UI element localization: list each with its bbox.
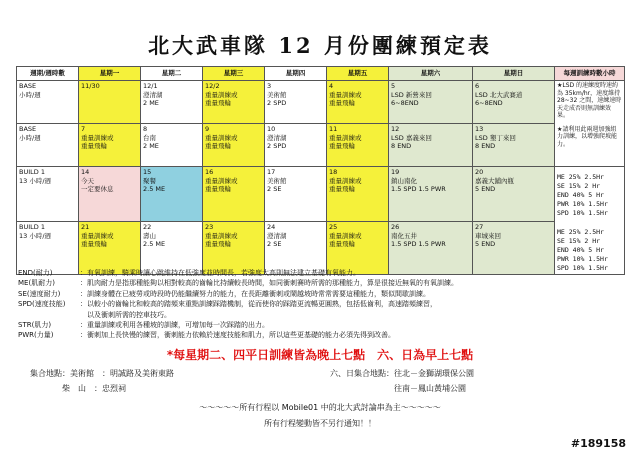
day-cell: 11/30 bbox=[79, 81, 141, 124]
day-cell-rest: 14 今天 一定要休息 bbox=[79, 167, 141, 222]
day-cell: 25 重量訓練或 重量飛輪 bbox=[327, 222, 389, 275]
day-cell: 5 LSD 新營來回 6~8END bbox=[389, 81, 473, 124]
day-cell: 16 重量訓練或 重量飛輪 bbox=[203, 167, 265, 222]
day-cell: 4 重量訓練或 重量飛輪 bbox=[327, 81, 389, 124]
week-row-1 bbox=[17, 81, 625, 124]
side-note-upper: ★LSD 的速練度時速約為 35km/hr，速度維持 28~32 之間，速練速時天走成否則無訓練效果。 ★請利用此兩週加強組力訓練，以增強爬坡能力。 bbox=[555, 81, 625, 167]
definitions: END(耐力) ：有氧訓練，騎乘時讓心跳維持在低強度並時間長，若強度太高則無法建立基礎有氧能力。 ME(肌耐力) ：肌肉耐力是指那種能夠以相對較高的齒輪比持續較長時間，如同衝刺賽時所需的那種能力，算是很接近無氧的有氧訓練。 SE(速度耐力) ：訓練身體在已疲勞或時段時仍能繼續努力的能力，在長距離衝刺或鬧越坡時常常需要這種能力，類似間歇訓練。 SPD(速度技能) ：以較小的齒輪比和較高的踏頻來重點訓練踩踏機制，從而使你的踩踏更流暢更圓熟，包括低齒利，高速踏頻練習， 以及衝刺所需的控車技巧。 STR(肌力) ：重量訓練或利用各種坡的訓練，可增加每一次踩踏的出力。 PWR(力量) ：衝刺加上長快慢的練習，衝刺能力依賴於速度技能和肌力，所以這些更基礎的能力必須先得到改善。 bbox=[18, 269, 458, 340]
week-row-4 bbox=[17, 222, 625, 275]
day-cell: 12/2 重量訓練或 重量飛輪 bbox=[203, 81, 265, 124]
row-label: BASE 小時/週 bbox=[17, 81, 79, 124]
row-label: BUILD 1 13 小時/週 bbox=[17, 222, 79, 275]
page-title: 北大武車隊 12 月份團練預定表 bbox=[148, 33, 492, 58]
day-cell: 18 重量訓練或 重量飛輪 bbox=[327, 167, 389, 222]
header-mon: 星期一 bbox=[79, 67, 141, 81]
meeting-weekday: 集合地點：美術館 ：明誠路及美術東路 柴 山 ：忠烈祠 bbox=[30, 369, 174, 393]
header-hours: 每週訓練時數小時 bbox=[555, 67, 625, 81]
header-period: 週期/週時數 bbox=[17, 67, 79, 81]
header-wed: 星期三 bbox=[203, 67, 265, 81]
header-tue: 星期二 bbox=[141, 67, 203, 81]
day-cell: 9 重量訓練或 重量飛輪 bbox=[203, 124, 265, 167]
day-cell: 11 重量訓練或 重量飛輪 bbox=[327, 124, 389, 167]
time-notice: *每星期二、四平日訓練皆為晚上七點 六、日為早上七點 bbox=[166, 348, 474, 362]
day-cell: 8 台南 2 ME bbox=[141, 124, 203, 167]
meeting-weekend: 六、日集合地點：往北－金獅湖環保公園 往南－鳳山黃埔公園 bbox=[330, 369, 474, 393]
day-cell: 20 嘉義大鋪內瓶 5 END bbox=[473, 167, 555, 222]
day-cell: 22 壽山 2.5 ME bbox=[141, 222, 203, 275]
row-label: BASE 小時/週 bbox=[17, 124, 79, 167]
footer-line-1: ～～～～～所有行程以 Mobile01 中的北大武討論串為主～～～～～ bbox=[199, 403, 441, 412]
header-sun: 星期日 bbox=[473, 67, 555, 81]
footer-line-2: 所有行程變動皆不另行通知！！ bbox=[264, 419, 376, 428]
watermark-tag: #189158 bbox=[570, 437, 626, 450]
row-label: BUILD 1 13 小時/週 bbox=[17, 167, 79, 222]
day-cell: 7 重量訓練或 重量飛輪 bbox=[79, 124, 141, 167]
day-cell: 21 重量訓練或 重量飛輪 bbox=[79, 222, 141, 275]
day-cell-dinner: 15 聚餐 2.5 ME bbox=[141, 167, 203, 222]
header-sat: 星期六 bbox=[389, 67, 473, 81]
day-cell: 24 澄清湖 2 SE bbox=[265, 222, 327, 275]
header-row bbox=[17, 67, 625, 81]
hours-breakdown: ME 25% 2.5Hr SE 15% 2 Hr END 40% 5 Hr PWR 10% 1.5Hr SPD 10% 1.5Hr ME 25% 2.5Hr SE 15% 2 Hr END 40% 5 Hr PWR 10% 1.5Hr SPD 10% 1.5Hr bbox=[555, 167, 625, 275]
day-cell: 13 LSD 墾丁來回 8 END bbox=[473, 124, 555, 167]
header-thu: 星期四 bbox=[265, 67, 327, 81]
schedule-table bbox=[16, 66, 625, 275]
header-fri: 星期五 bbox=[327, 67, 389, 81]
day-cell: 10 澄清湖 2 SPD bbox=[265, 124, 327, 167]
day-cell: 3 美術館 2 SPD bbox=[265, 81, 327, 124]
day-cell: 27 車城來回 5 END bbox=[473, 222, 555, 275]
day-cell: 17 美術館 2 SE bbox=[265, 167, 327, 222]
day-cell: 23 重量訓練或 重量飛輪 bbox=[203, 222, 265, 275]
day-cell: 12 LSD 嘉義來回 8 END bbox=[389, 124, 473, 167]
week-row-2 bbox=[17, 124, 625, 167]
day-cell: 26 南化五井 1.5 SPD 1.5 PWR bbox=[389, 222, 473, 275]
day-cell: 19 鎮山南化 1.5 SPD 1.5 PWR bbox=[389, 167, 473, 222]
week-row-3 bbox=[17, 167, 625, 222]
day-cell: 12/1 澄清湖 2 ME bbox=[141, 81, 203, 124]
day-cell: 6 LSD 北大武賽道 6~8END bbox=[473, 81, 555, 124]
